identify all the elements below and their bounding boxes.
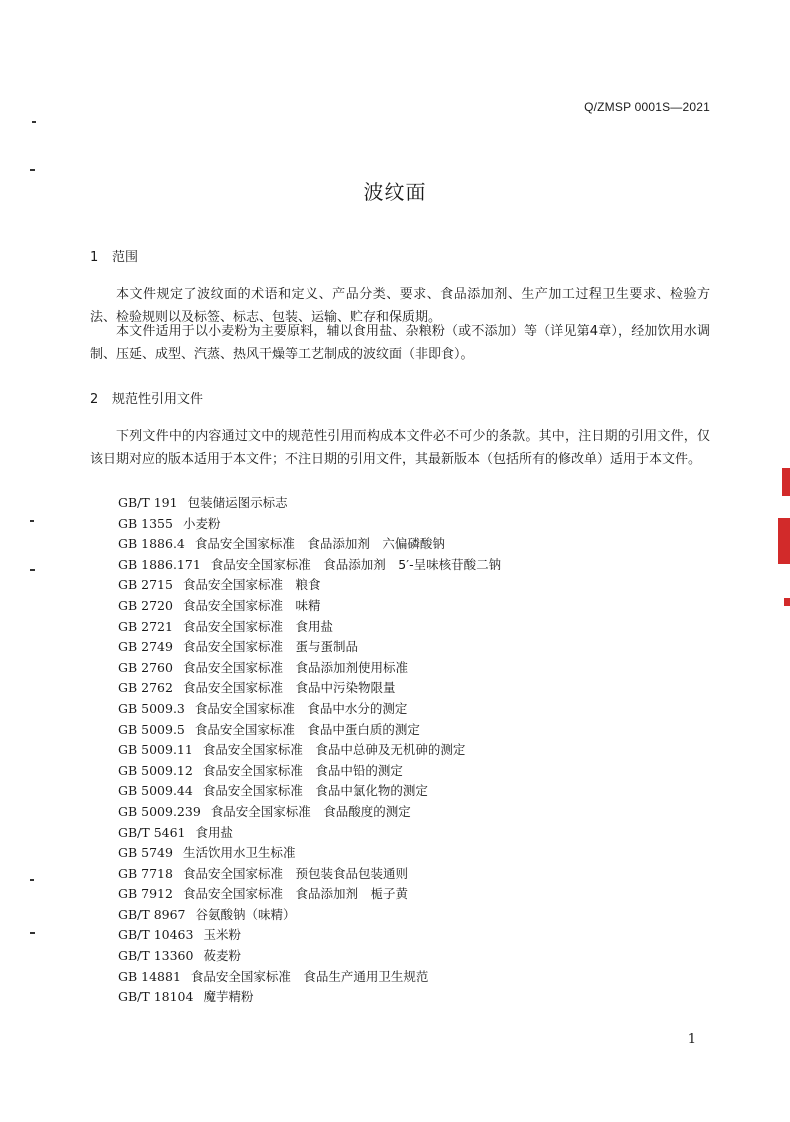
reference-item [118,843,501,864]
normative-references-paragraph: 下列文件中的内容通过文中的规范性引用而构成本文件必不可少的条款。其中，注日期的引用文件，仅该日期对应的版本适用于本文件；不注日期的引用文件，其最新版本（包括所有的修改单）适用于本文件。 [90,429,710,467]
reference-item [118,967,501,988]
reference-item [118,884,501,905]
document-title: 波纹面 [363,180,427,204]
reference-title: 玉米粉 [203,927,241,943]
reference-item [118,678,501,699]
reference-code: GB 1886.171 [118,556,201,572]
scan-speck [32,121,36,123]
reference-item [118,493,501,514]
red-edge-mark [784,598,790,606]
section-1-heading [90,246,138,265]
reference-title: 食品安全国家标准 味精 [182,597,321,613]
reference-title: 食品安全国家标准 食品生产通用卫生规范 [190,968,429,984]
reference-item [118,720,501,741]
reference-title: 食品安全国家标准 食品中总砷及无机砷的测定 [202,742,466,758]
reference-code: GB 5009.5 [118,721,185,737]
section-number: 1 [90,250,99,265]
reference-title: 谷氨酸钠（味精） [195,906,296,922]
reference-item [118,823,501,844]
reference-code: GB 2762 [118,680,173,696]
reference-code: GB 5009.3 [118,700,185,716]
reference-title: 食品安全国家标准 食品中水分的测定 [194,700,408,716]
reference-item [118,740,501,761]
reference-item [118,617,501,638]
reference-code: GB 1355 [118,515,173,531]
page-number: 1 [687,1032,696,1047]
reference-code: GB 2720 [118,597,173,613]
section-number: 2 [90,392,99,407]
reference-item [118,905,501,926]
reference-item [118,658,501,679]
reference-title: 食用盐 [195,824,234,840]
reference-code: GB 7718 [118,865,173,881]
reference-item [118,575,501,596]
scan-speck [30,520,34,522]
reference-title: 食品安全国家标准 食品中氯化物的测定 [202,783,428,799]
reference-title: 食品安全国家标准 预包装食品包装通则 [182,865,408,881]
scan-speck [30,879,34,881]
red-edge-mark [778,518,790,564]
scan-speck [30,569,35,571]
reference-list [118,493,501,1008]
reference-title: 食品安全国家标准 食品添加剂 5′-呈味核苷酸二钠 [210,556,502,572]
reference-item [118,946,501,967]
reference-code: GB 5009.11 [118,742,193,758]
reference-item [118,802,501,823]
reference-title: 莜麦粉 [203,948,241,964]
reference-code: GB 5009.12 [118,762,193,778]
reference-code: GB 5009.44 [118,783,193,799]
scan-speck [30,169,35,171]
reference-item [118,534,501,555]
reference-title: 包装储运图示标志 [187,495,288,510]
reference-title: 生活饮用水卫生标准 [182,845,296,861]
section-title: 规范性引用文件 [112,392,204,407]
reference-title: 食品安全国家标准 食品中蛋白质的测定 [194,721,420,737]
reference-code: GB/T 10463 [118,927,194,943]
reference-item [118,864,501,885]
reference-title: 食品安全国家标准 食品添加剂 六偏磷酸钠 [194,536,445,552]
reference-title: 食品安全国家标准 食品中污染物限量 [182,680,396,696]
red-edge-mark [782,468,790,496]
reference-title: 食品安全国家标准 粮食 [182,577,321,593]
reference-item [118,514,501,535]
reference-code: GB 2749 [118,639,173,655]
reference-code: GB 5009.239 [118,803,201,819]
reference-title: 食品安全国家标准 食品中铅的测定 [202,762,403,778]
scope-paragraph-1: 本文件规定了波纹面的术语和定义、产品分类、要求、食品添加剂、生产加工过程卫生要求、检验方法、检验规则以及标签、标志、包装、运输、贮存和保质期。 [90,287,710,325]
reference-code: GB/T 5461 [118,824,186,840]
reference-title: 食品安全国家标准 食品酸度的测定 [210,803,411,819]
reference-code: GB 14881 [118,968,181,984]
reference-item [118,637,501,658]
reference-code: GB 2715 [118,577,173,593]
reference-code: GB/T 8967 [118,906,186,922]
reference-code: GB/T 18104 [118,989,194,1005]
reference-item [118,596,501,617]
reference-item [118,781,501,802]
reference-item [118,761,501,782]
reference-code: GB 7912 [118,886,173,902]
reference-item [118,925,501,946]
reference-title: 食品安全国家标准 食用盐 [182,618,333,634]
reference-code: GB/T 13360 [118,948,194,964]
reference-item [118,699,501,720]
reference-title: 食品安全国家标准 食品添加剂使用标准 [182,659,408,675]
reference-code: GB 5749 [118,845,173,861]
scan-speck [30,932,35,934]
reference-title: 小麦粉 [182,515,221,531]
reference-title: 魔芋精粉 [203,989,254,1005]
section-title: 范围 [112,250,139,265]
reference-code: GB 2760 [118,659,173,675]
reference-code: GB 1886.4 [118,536,185,552]
reference-code: GB 2721 [118,618,173,634]
reference-title: 食品安全国家标准 食品添加剂 栀子黄 [182,886,408,902]
reference-item [118,987,501,1008]
document-code: Q/ZMSP 0001S—2021 [584,100,710,114]
reference-title: 食品安全国家标准 蛋与蛋制品 [182,639,358,655]
reference-code: GB/T 191 [118,495,178,510]
scope-paragraph-2: 本文件适用于以小麦粉为主要原料，辅以食用盐、杂粮粉（或不添加）等（详见第4章），经加饮用水调制、压延、成型、汽蒸、热风干燥等工艺制成的波纹面（非即食）。 [90,324,710,362]
section-2-heading [90,388,203,407]
reference-item [118,555,501,576]
